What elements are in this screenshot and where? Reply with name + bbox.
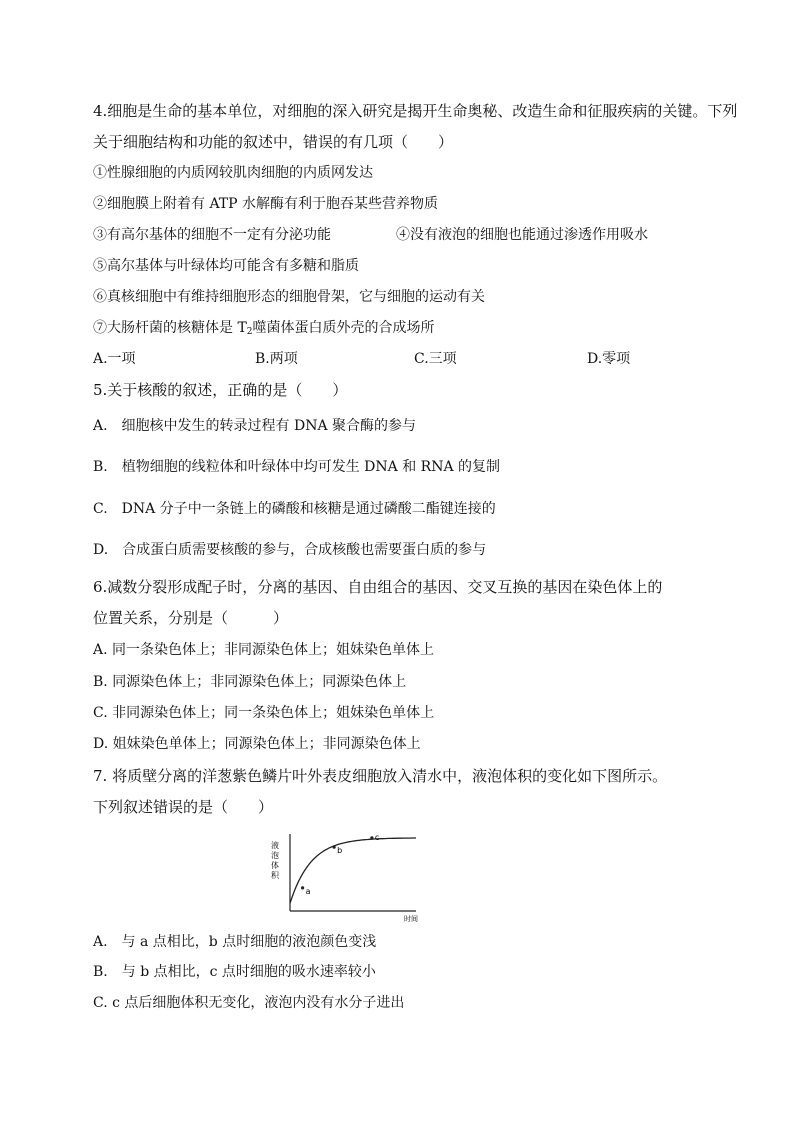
q4-statement-1: ①性腺细胞的内质网较肌肉细胞的内质网发达 (93, 165, 373, 181)
q6-option-c: C. 非同源染色体上；同一条染色体上；姐妹染色单体上 (93, 705, 435, 721)
q4-statement-7 (93, 318, 435, 342)
q5-option-b: B. 植物细胞的线粒体和叶绿体中均可发生 DNA 和 RNA 的复制 (93, 459, 501, 475)
q4-option-a: A.一项 (93, 351, 136, 367)
q5-option-c: C. DNA 分子中一条链上的磷酸和核糖是通过磷酸二酯键连接的 (93, 501, 496, 517)
y-label-char-2: 泡 (271, 851, 279, 860)
q6-option-b: B. 同源染色体上；非同源染色体上；同源染色体上 (93, 674, 407, 690)
y-label-char-3: 体 (271, 861, 279, 870)
q6-option-a: A. 同一条染色体上；非同源染色体上；姐妹染色单体上 (93, 642, 435, 658)
q4-option-d: D.零项 (587, 351, 631, 367)
x-axis-label: 时间 (404, 915, 418, 923)
q7-stem-line1: 7. 将质壁分离的洋葱紫色鳞片叶外表皮细胞放入清水中，液泡体积的变化如下图所示。 (93, 767, 668, 785)
q6-option-d: D. 姐妹染色单体上；同源染色体上；非同源染色体上 (93, 736, 421, 752)
point-label-b: b (337, 846, 343, 856)
q4-option-b: B.两项 (255, 351, 298, 367)
y-axis-label (271, 840, 280, 880)
q7-option-b: B. 与 b 点相比，c 点时细胞的吸水速率较小 (93, 964, 376, 980)
q4-statements-3-4 (93, 225, 713, 245)
q4-options (93, 349, 713, 369)
point-a (301, 886, 304, 889)
q5-option-a: A. 细胞核中发生的转录过程有 DNA 聚合酶的参与 (93, 418, 417, 434)
q6-stem-line2: 位置关系，分别是（ ） (93, 609, 289, 627)
y-label-char-1: 液 (271, 841, 279, 850)
point-c (370, 836, 373, 839)
q7-stem-line2: 下列叙述错误的是（ ） (93, 798, 274, 816)
vacuole-volume-chart (268, 832, 440, 924)
y-label-char-4: 积 (271, 871, 279, 880)
point-b (333, 846, 336, 849)
q4-statement-2: ②细胞膜上附着有 ATP 水解酶有利于胞吞某些营养物质 (93, 196, 439, 212)
point-label-a: a (305, 886, 311, 896)
q4-statement-3: ③有高尔基体的细胞不一定有分泌功能 (93, 227, 331, 243)
q7-option-c: C. c 点后细胞体积无变化，液泡内没有水分子进出 (93, 995, 405, 1011)
point-label-c: c (374, 832, 380, 842)
q6-stem-line1: 6.减数分裂形成配子时，分离的基因、自由组合的基因、交叉互换的基因在染色体上的 (93, 578, 663, 596)
q4-statement-5: ⑤高尔基体与叶绿体均可能含有多糖和脂质 (93, 258, 359, 274)
q4-statement-7-post: 噬菌体蛋白质外壳的合成场所 (252, 320, 435, 336)
q4-option-c: C.三项 (414, 351, 457, 367)
q7-option-a: A. 与 a 点相比，b 点时细胞的液泡颜色变浅 (93, 934, 377, 950)
q5-stem: 5.关于核酸的叙述，正确的是（ ） (93, 381, 348, 399)
q4-stem-line2: 关于细胞结构和功能的叙述中，错误的有几项（ ） (93, 133, 454, 151)
q5-option-d: D. 合成蛋白质需要核酸的参与，合成核酸也需要蛋白质的参与 (93, 542, 487, 558)
q4-stem-line1: 4.细胞是生命的基本单位，对细胞的深入研究是揭开生命奥秘、改造生命和征服疾病的关键。下列 (93, 102, 738, 120)
q4-statement-4: ④没有液泡的细胞也能通过渗透作用吸水 (396, 227, 648, 243)
q4-statement-6: ⑥真核细胞中有维持细胞形态的细胞骨架，它与细胞的运动有关 (93, 289, 485, 305)
q4-statement-7-pre: ⑦大肠杆菌的核糖体是 T (93, 320, 247, 336)
q4-statement-7-sub: 2 (246, 327, 253, 337)
